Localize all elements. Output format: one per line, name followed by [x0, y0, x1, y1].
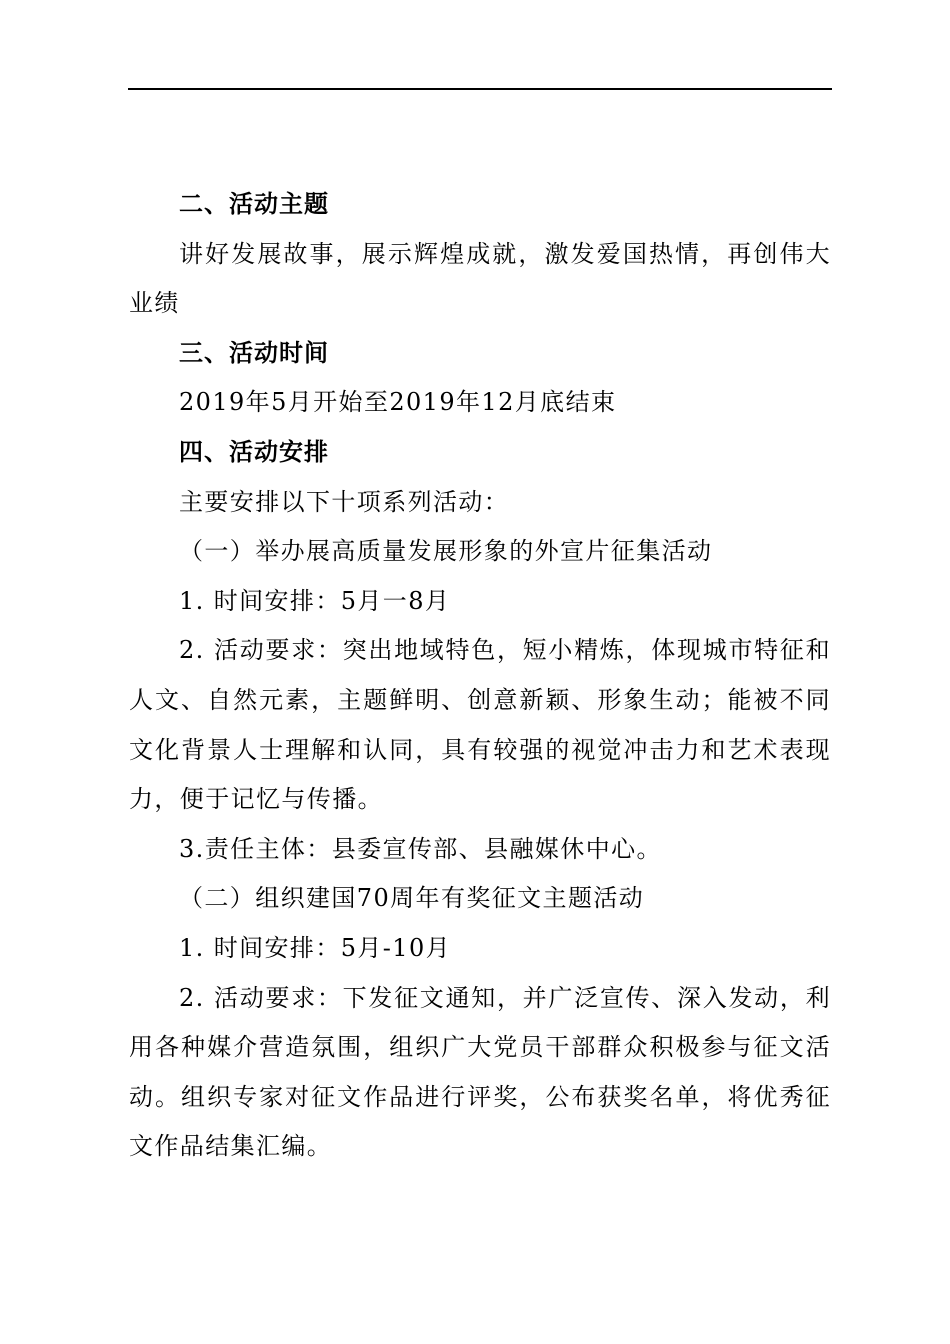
list-item-responsibility-1: 3.责任主体：县委宣传部、县融媒休中心。 — [179, 834, 662, 863]
list-item-schedule-1: 1. 时间安排：5月一8月 — [179, 586, 451, 615]
paragraph-time: 2019年5月开始至2019年12月底结束 — [179, 388, 617, 417]
list-item-requirements-1: 2. 活动要求：突出地域特色，短小精炼，体现城市特征和人文、自然元素，主题鲜明、创意新颖、形象生动；能被不同文化背景人士理解和认同，具有较强的视觉冲击力和艺术表现力，便于记忆与传播。 — [129, 636, 831, 814]
paragraph-theme: 讲好发展故事，展示辉煌成就，激发爱国热情，再创伟大业绩 — [129, 239, 831, 318]
list-item-requirements-2: 2. 活动要求：下发征文通知，并广泛宣传、深入发动，利用各种媒介营造氛围，组织广大党员干部群众积极参与征文活动。组织专家对征文作品进行评奖，公布获奖名单，将优秀征文作品结集汇编。 — [129, 983, 831, 1161]
subsection-heading-2: （二）组织建国70周年有奖征文主题活动 — [179, 884, 645, 913]
header-rule — [128, 88, 832, 90]
section-heading-time: 三、活动时间 — [179, 338, 329, 367]
list-item-schedule-2: 1. 时间安排：5月-10月 — [179, 933, 452, 962]
document-body — [129, 180, 831, 1172]
section-heading-arrangement: 四、活动安排 — [179, 437, 329, 466]
subsection-heading-1: （一）举办展高质量发展形象的外宣片征集活动 — [179, 537, 713, 566]
paragraph-arrangement-intro: 主要安排以下十项系列活动： — [179, 487, 510, 516]
section-heading-theme: 二、活动主题 — [179, 190, 329, 218]
